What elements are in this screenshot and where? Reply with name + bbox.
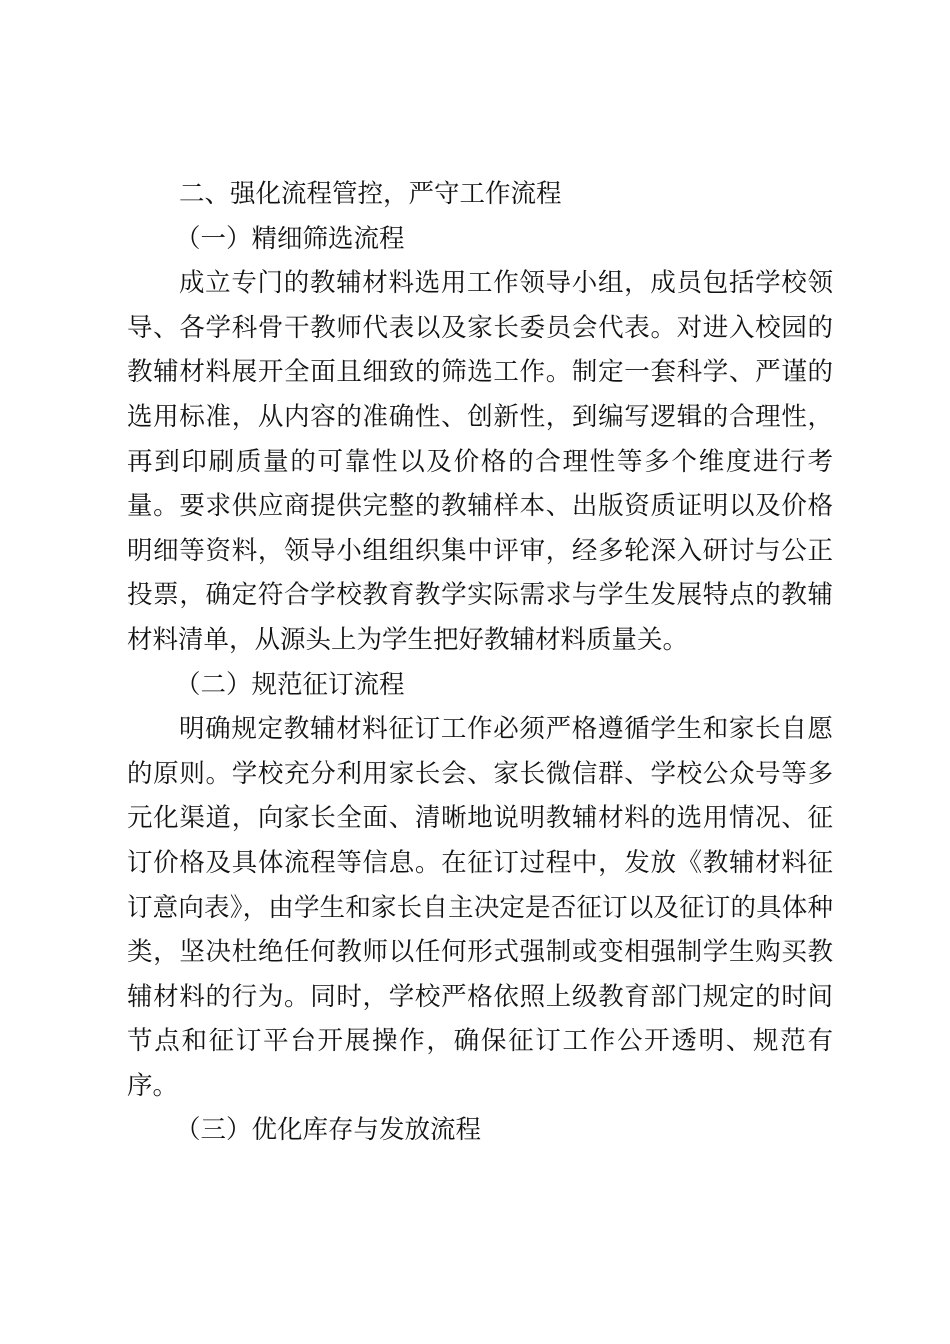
subsection-heading-3: （三）优化库存与发放流程 [175, 1115, 482, 1146]
document-page [127, 172, 833, 1153]
subsection-paragraph-2: 明确规定教辅材料征订工作必须严格遵循学生和家长自愿的原则。学校充分利用家长会、家长微信群、学校公众号等多元化渠道，向家长全面、清晰地说明教辅材料的选用情况、征订价格及具体流程等信息。在征订过程中，发放《教辅材料征订意向表》，由学生和家长自主决定是否征订以及征订的具体种类，坚决杜绝任何教师以任何形式强制或变相强制学生购买教辅材料的行为。同时，学校严格依照上级教育部门规定的时间节点和征订平台开展操作，确保征订工作公开透明、规范有序。 [127, 714, 833, 1101]
section-heading: 二、强化流程管控，严守工作流程 [179, 179, 562, 209]
subsection-paragraph-1: 成立专门的教辅材料选用工作领导小组，成员包括学校领导、各学科骨干教师代表以及家长委员会代表。对进入校园的教辅材料展开全面且细致的筛选工作。制定一套科学、严谨的选用标准，从内容的准确性、创新性，到编写逻辑的合理性，再到印刷质量的可靠性以及价格的合理性等多个维度进行考量。要求供应商提供完整的教辅样本、出版资质证明以及价格明细等资料，领导小组组织集中评审，经多轮深入研讨与公正投票，确定符合学校教育教学实际需求与学生发展特点的教辅材料清单，从源头上为学生把好教辅材料质量关。 [127, 268, 833, 655]
subsection-heading-1: （一）精细筛选流程 [175, 223, 405, 254]
subsection-heading-2: （二）规范征订流程 [175, 669, 405, 700]
